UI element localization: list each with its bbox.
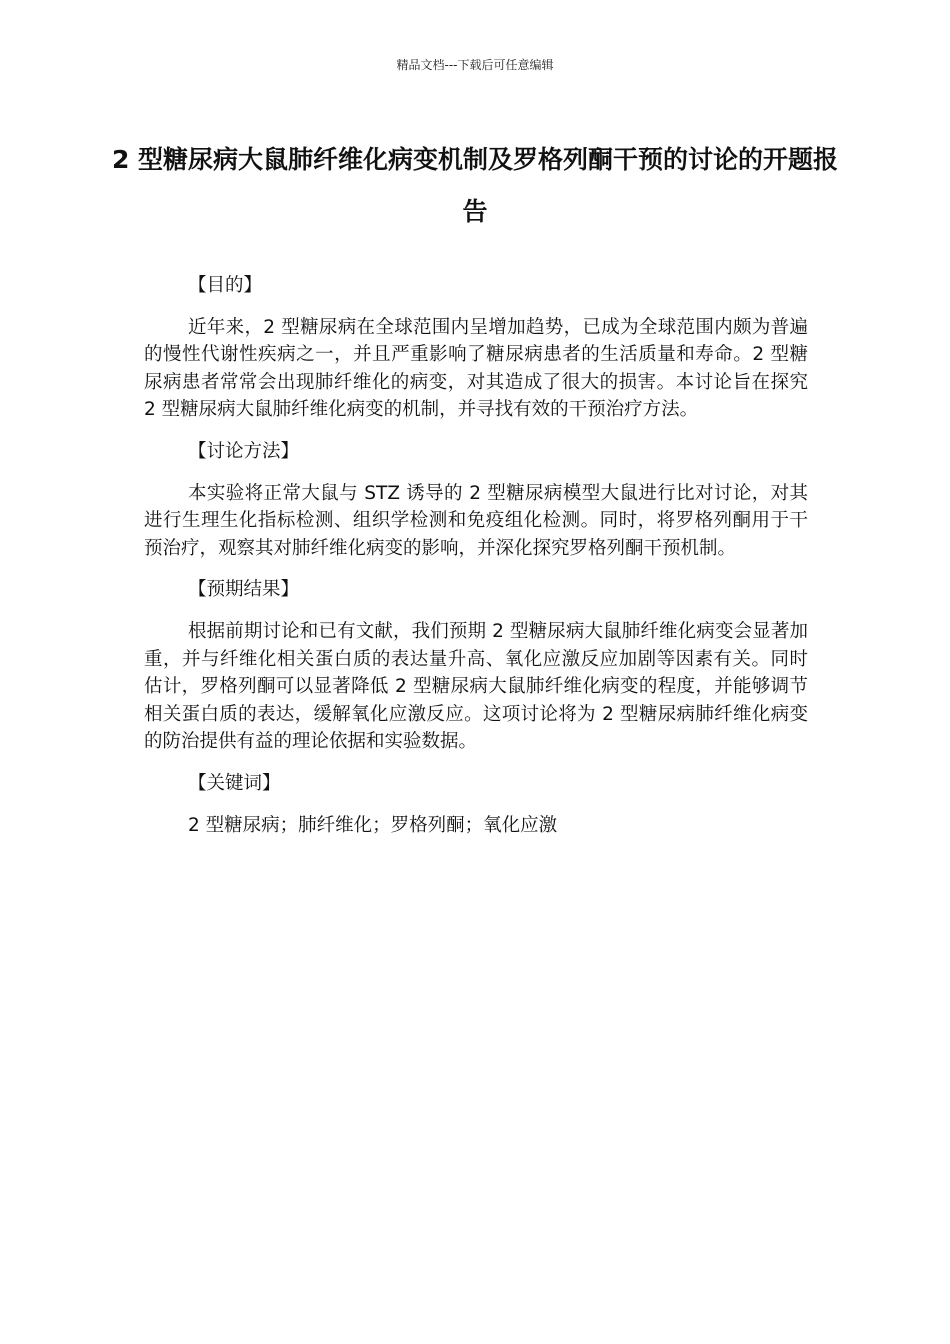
section-heading-methods: 【讨论方法】	[188, 440, 300, 462]
page-header: 精品文档---下载后可任意编辑	[396, 58, 554, 72]
section-heading-keywords: 【关键词】	[188, 772, 281, 794]
document-title: 2 型糖尿病大鼠肺纤维化病变机制及罗格列酮干预的讨论的开题报告	[111, 145, 839, 226]
section-heading-expected-results: 【预期结果】	[188, 579, 300, 601]
section-body-purpose: 近年来，2 型糖尿病在全球范围内呈增加趋势，已成为全球范围内颇为普遍的慢性代谢性疾病之一，并且严重影响了糖尿病患者的生活质量和寿命。2 型糖尿病患者常常会出现肺纤维化的病变，对其造成了很大的损害。本讨论旨在探究 2 型糖尿病大鼠肺纤维化病变的机制，并寻找有效的干预治疗方法。	[144, 316, 808, 421]
document-body	[144, 272, 808, 853]
section-body-methods: 本实验将正常大鼠与 STZ 诱导的 2 型糖尿病模型大鼠进行比对讨论，对其进行生理生化指标检测、组织学检测和免疫组化检测。同时，将罗格列酮用于干预治疗，观察其对肺纤维化病变的影响，并深化探究罗格列酮干预机制。	[144, 482, 808, 559]
section-heading-purpose: 【目的】	[188, 275, 263, 296]
section-body-keywords: 2 型糖尿病；肺纤维化；罗格列酮；氧化应激	[188, 814, 558, 836]
section-body-expected-results: 根据前期讨论和已有文献，我们预期 2 型糖尿病大鼠肺纤维化病变会显著加重，并与纤维化相关蛋白质的表达量升高、氧化应激反应加剧等因素有关。同时估计，罗格列酮可以显著降低 2 型糖尿病大鼠肺纤维化病变的程度，并能够调节相关蛋白质的表达，缓解氧化应激反应。这项讨论将为 2 型糖尿病肺纤维化病变的防治提供有益的理论依据和实验数据。	[144, 620, 808, 753]
